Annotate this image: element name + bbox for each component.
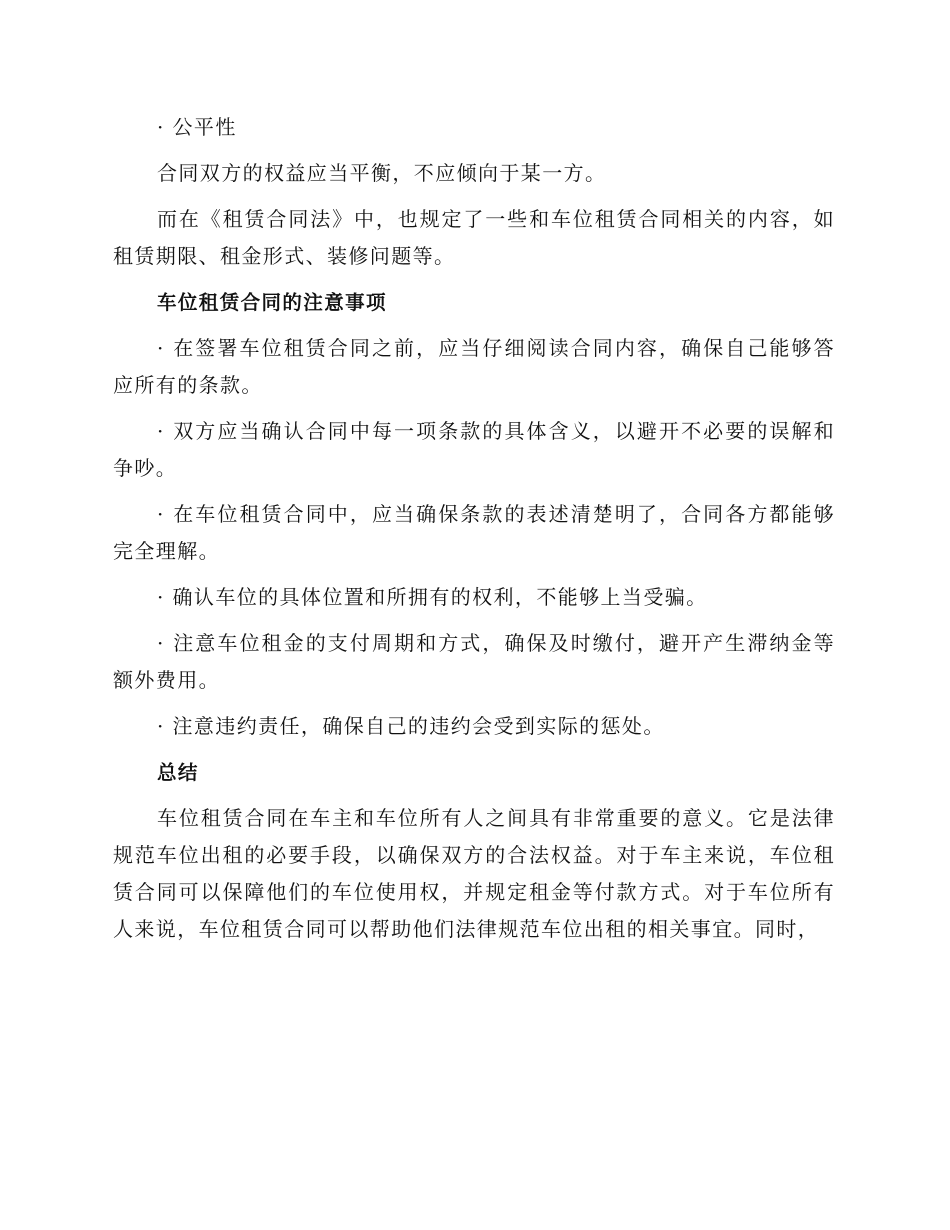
spacer <box>113 616 835 625</box>
bullet-payment-cycle: · 注意车位租金的支付周期和方式，确保及时缴付，避开产生滞纳金等额外费用。 <box>113 631 835 692</box>
bullet-fairness: · 公平性 <box>157 115 237 139</box>
spacer <box>113 745 835 754</box>
bullet-clear-terms: · 在车位租赁合同中，应当确保条款的表述清楚明了，合同各方都能够完全理解。 <box>113 502 835 563</box>
spacer <box>113 791 835 800</box>
heading-summary: 总结 <box>157 761 199 784</box>
paragraph-summary: 车位租赁合同在车主和车位所有人之间具有非常重要的意义。它是法律规范车位出租的必要手段，以确保双方的合法权益。对于车主来说，车位租赁合同可以保障他们的车位使用权，并规定租金等付款方式。对于车位所有人来说，车位租赁合同可以帮助他们法律规范车位出租的相关事宜。同时， <box>113 806 835 941</box>
spacer <box>113 275 835 284</box>
document-body <box>113 109 835 948</box>
spacer <box>113 699 835 708</box>
spacer <box>113 404 835 413</box>
bullet-read-contract: · 在签署车位租赁合同之前，应当仔细阅读合同内容，确保自己能够答应所有的条款。 <box>113 336 835 397</box>
spacer <box>113 192 835 201</box>
heading-precautions: 车位租赁合同的注意事项 <box>157 291 387 314</box>
bullet-confirm-terms: · 双方应当确认合同中每一项条款的具体含义，以避开不必要的误解和争吵。 <box>113 419 835 480</box>
bullet-confirm-location: · 确认车位的具体位置和所拥有的权利，不能够上当受骗。 <box>157 585 708 609</box>
spacer <box>113 570 835 579</box>
bullet-breach-liability: · 注意违约责任，确保自己的违约会受到实际的惩处。 <box>157 714 665 738</box>
spacer <box>113 487 835 496</box>
paragraph-rights-balance: 合同双方的权益应当平衡，不应倾向于某一方。 <box>157 161 607 185</box>
spacer <box>113 321 835 330</box>
spacer <box>113 146 835 155</box>
paragraph-lease-law: 而在《租赁合同法》中，也规定了一些和车位租赁合同相关的内容，如租赁期限、租金形式、装修问题等。 <box>113 207 835 268</box>
